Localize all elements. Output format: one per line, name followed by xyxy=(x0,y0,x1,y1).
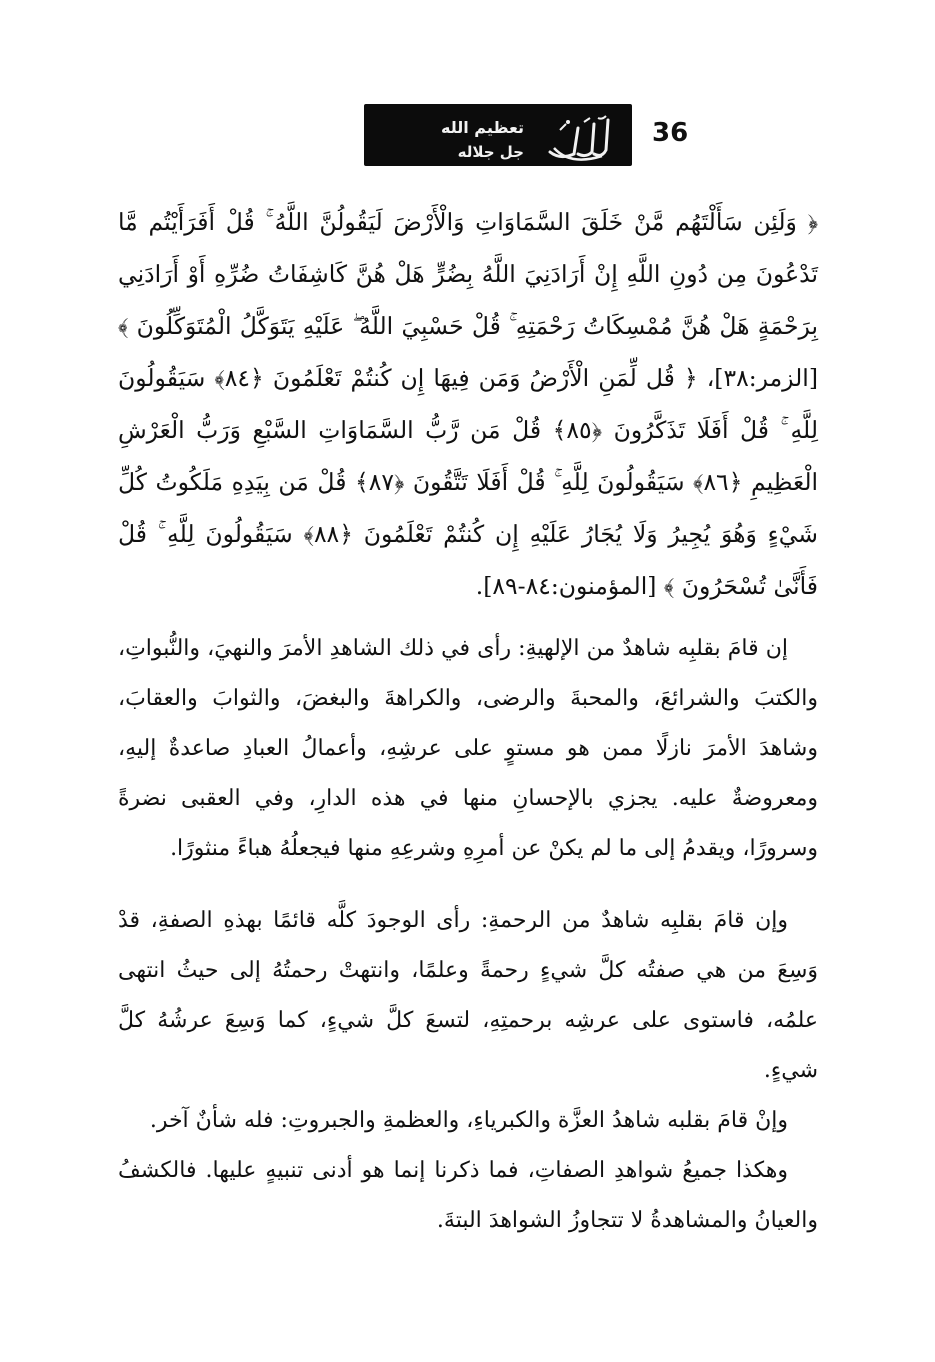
book-title-line-2: جل جلاله xyxy=(457,143,524,161)
quran-quotation: ﴿ وَلَئِن سَأَلْتَهُم مَّنْ خَلَقَ السَّمَاوَاتِ وَالْأَرْضَ لَيَقُولُنَّ اللَّهُ ۚ قُلْ أَفَرَأَيْتُم مَّا تَدْعُونَ مِن دُونِ اللَّهِ إِنْ أَرَادَنِيَ اللَّهُ بِضُرٍّ هَلْ هُنَّ كَاشِفَاتُ ضُرِّهِ أَوْ أَرَادَنِي بِرَحْمَةٍ هَلْ هُنَّ مُمْسِكَاتُ رَحْمَتِهِ ۚ قُلْ حَسْبِيَ اللَّهُ ۖ عَلَيْهِ يَتَوَكَّلُ الْمُتَوَكِّلُونَ ﴾ [الزمر:٣٨]، ﴿ قُل لِّمَنِ الْأَرْضُ وَمَن فِيهَا إِن كُنتُمْ تَعْلَمُونَ ﴿٨٤﴾ سَيَقُولُونَ لِلَّهِ ۚ قُلْ أَفَلَا تَذَكَّرُونَ ﴿٨٥﴾ قُلْ مَن رَّبُّ السَّمَاوَاتِ السَّبْعِ وَرَبُّ الْعَرْشِ الْعَظِيمِ ﴿٨٦﴾ سَيَقُولُونَ لِلَّهِ ۚ قُلْ أَفَلَا تَتَّقُونَ ﴿٨٧﴾ قُلْ مَن بِيَدِهِ مَلَكُوتُ كُلِّ شَيْءٍ وَهُوَ يُجِيرُ وَلَا يُجَارُ عَلَيْهِ إِن كُنتُمْ تَعْلَمُونَ ﴿٨٨﴾ سَيَقُولُونَ لِلَّهِ ۚ قُلْ فَأَنَّىٰ تُسْحَرُونَ ﴾ [المؤمنون:٨٤-٨٩]. xyxy=(118,208,819,600)
book-title-line-1: تعظيم الله xyxy=(441,118,524,137)
paragraph-divinity: إن قامَ بقلبِه شاهدٌ من الإلهيةِ: رأى في ذلك الشاهدِ الأمرَ والنهيَ، والنُّبواتِ، والكتبَ والشرائعَ، والمحبةَ والرضى، والكراهةَ والبغضَ، والثوابَ والعقابَ، وشاهدَ الأمرَ نازلًا ممن هو مستوٍ على عرشِهِ، وأعمالُ العبادِ صاعدةٌ إليهِ، ومعروضةٌ عليه. يجزي بالإحسانِ منها في هذه الدارِ، وفي العقبى نضرةً وسرورًا، ويقدمُ إلى ما لم يكنْ عن أمرِهِ وشرعِهِ منها فيجعلُهُ هباءً منثورًا. xyxy=(118,636,818,861)
paragraph-conclusion: وهكذا جميعُ شواهدِ الصفاتِ، فما ذكرنا إنما هو أدنى تنبيهٍ عليها. فالكشفُ والعيانُ والمشاهدةُ لا تتجاوزُ الشواهدَ البتةَ. xyxy=(118,1158,818,1233)
paragraph-might: وإنْ قامَ بقلبه شاهدُ العزَّة والكبرياءِ، والعظمةِ والجبروتِ: فله شأنٌ آخر. xyxy=(149,1108,788,1133)
paragraph-mercy: وإن قامَ بقلبِه شاهدٌ من الرحمةِ: رأى الوجودَ كلَّه قائمًا بهذهِ الصفةِ، قدْ وَسِعَ من هي صفتُه كلَّ شيءٍ رحمةً وعلمًا، وانتهتْ رحمتُهُ إلى حيثُ انتهى علمُه، فاستوى على عرشِه برحمتِهِ، لتسعَ كلَّ شيءٍ، كما وَسِعَ عرشُهُ كلَّ شيءٍ. xyxy=(118,908,818,1083)
page-number: 36 xyxy=(652,118,689,148)
running-header xyxy=(364,96,698,172)
allah-calligraphy-icon xyxy=(540,108,622,170)
header-titles xyxy=(374,116,524,164)
page-body xyxy=(118,196,818,1246)
header-title-band xyxy=(364,104,632,166)
